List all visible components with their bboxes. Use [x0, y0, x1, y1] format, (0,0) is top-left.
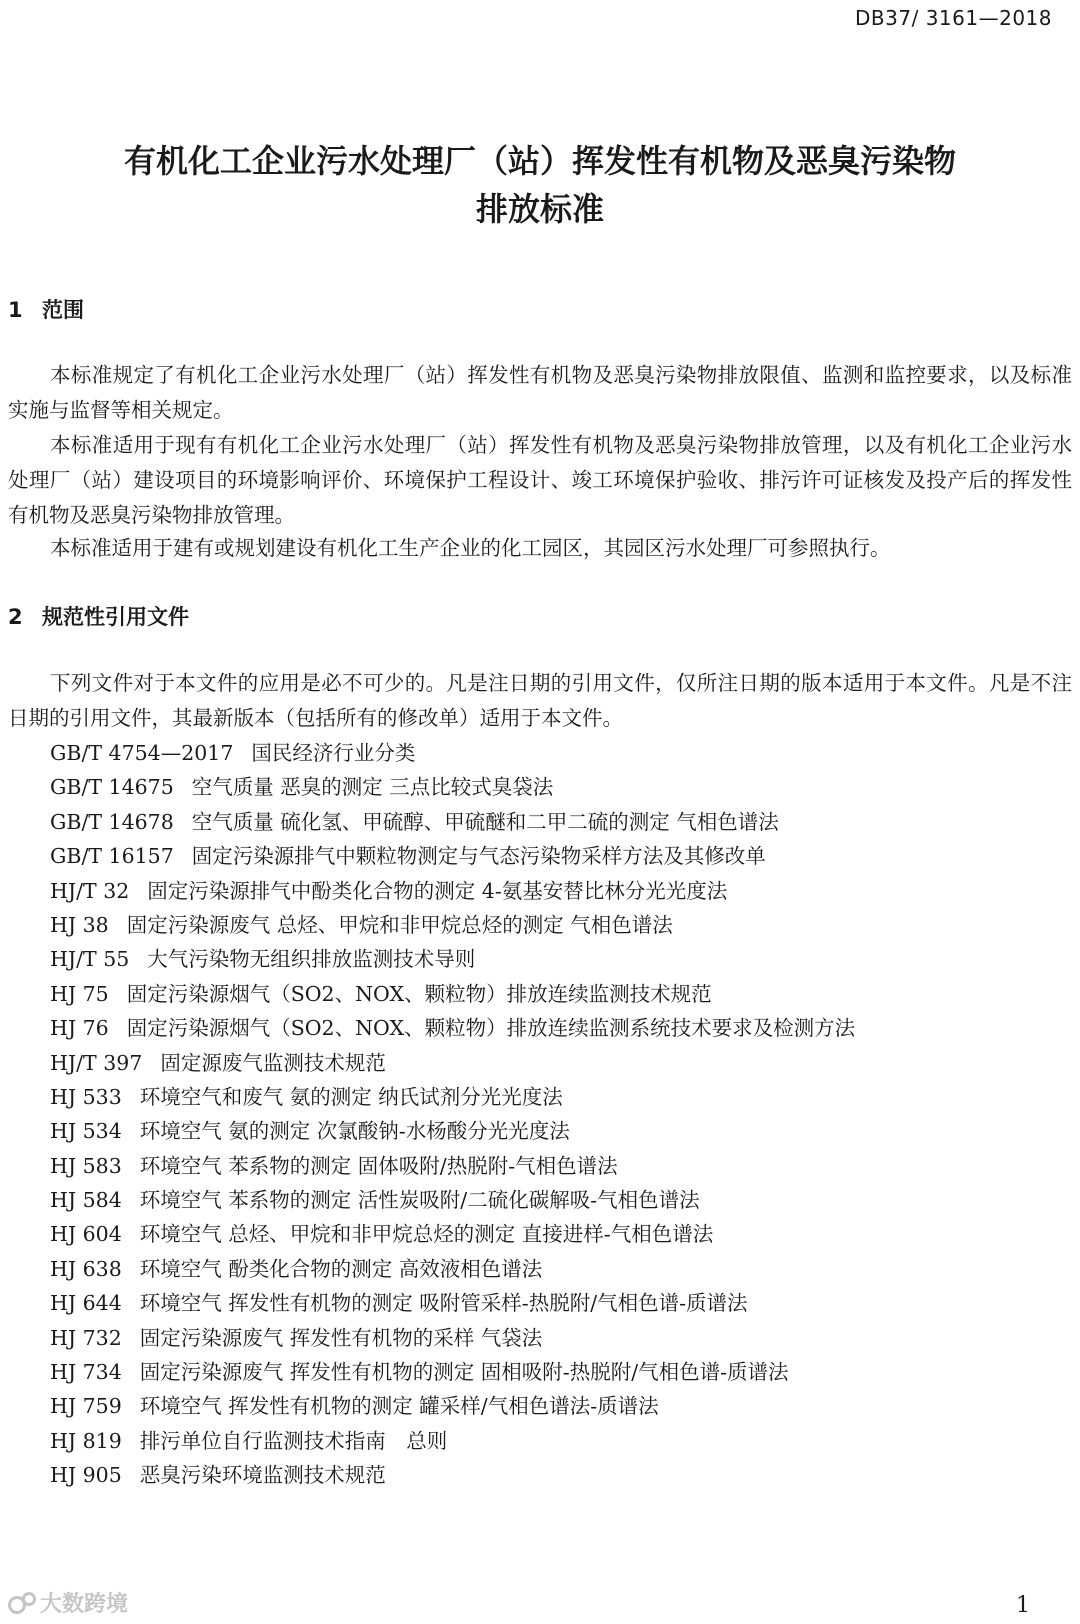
section-1-paragraph-3: 本标准适用于建有或规划建设有机化工生产企业的化工园区，其园区污水处理厂可参照执行。	[50, 536, 891, 560]
reference-code: HJ 534	[50, 1119, 122, 1144]
document-title	[0, 137, 1080, 233]
reference-item	[50, 805, 855, 839]
section-2-intro: 下列文件对于本文件的应用是必不可少的。凡是注日期的引用文件，仅所注日期的版本适用于本文件。凡是不注日期的引用文件，其最新版本（包括所有的修改单）适用于本文件。	[8, 671, 1072, 730]
reference-code: HJ 75	[50, 981, 109, 1006]
reference-title: 国民经济行业分类	[251, 741, 416, 765]
section-1-number: 1	[8, 298, 23, 322]
reference-title: 环境空气 挥发性有机物的测定 罐采样/气相色谱法-质谱法	[139, 1394, 659, 1419]
reference-title: 空气质量 恶臭的测定 三点比较式臭袋法	[191, 775, 554, 800]
reference-item	[50, 874, 855, 908]
reference-code: HJ 734	[50, 1360, 122, 1385]
reference-item	[50, 1458, 855, 1492]
reference-item	[50, 1252, 855, 1286]
reference-code: GB/T 14678	[50, 809, 174, 834]
reference-title: 环境空气 挥发性有机物的测定 吸附管采样-热脱附/气相色谱-质谱法	[139, 1291, 748, 1316]
reference-code: HJ/T 55	[50, 947, 130, 972]
reference-title: 大气污染物无组织排放监测技术导则	[147, 947, 476, 972]
section-1-heading	[8, 294, 84, 324]
reference-item	[50, 1424, 855, 1458]
reference-title: 固定污染源烟气（SO2、NOX、颗粒物）排放连续监测技术规范	[126, 981, 712, 1006]
reference-item	[50, 942, 855, 976]
watermark	[8, 1587, 128, 1618]
reference-item	[50, 1114, 855, 1148]
title-line-1: 有机化工企业污水处理厂（站）挥发性有机物及恶臭污染物	[123, 142, 956, 180]
reference-code: HJ 644	[50, 1291, 122, 1316]
reference-title: 环境空气 苯系物的测定 固体吸附/热脱附-气相色谱法	[139, 1153, 618, 1178]
reference-item	[50, 770, 855, 804]
reference-title: 固定源废气监测技术规范	[160, 1050, 386, 1075]
reference-title: 环境空气 苯系物的测定 活性炭吸附/二硫化碳解吸-气相色谱法	[139, 1188, 700, 1213]
reference-code: GB/T 14675	[50, 775, 174, 800]
reference-item	[50, 1149, 855, 1183]
reference-code: HJ 38	[50, 912, 109, 937]
section-1-title: 范围	[42, 298, 84, 322]
reference-title: 恶臭污染环境监测技术规范	[139, 1463, 386, 1488]
reference-code: HJ 584	[50, 1188, 122, 1213]
reference-code: HJ/T 397	[50, 1050, 143, 1075]
reference-code: HJ 638	[50, 1256, 122, 1281]
reference-title: 固定污染源排气中酚类化合物的测定 4-氨基安替比林分光光度法	[147, 878, 728, 903]
reference-item	[50, 1355, 855, 1389]
reference-code: HJ/T 32	[50, 878, 130, 903]
reference-code: HJ 583	[50, 1153, 122, 1178]
reference-title: 环境空气 酚类化合物的测定 高效液相色谱法	[139, 1256, 543, 1281]
reference-code: HJ 905	[50, 1463, 122, 1488]
reference-title: 固定污染源废气 总烃、甲烷和非甲烷总烃的测定 气相色谱法	[126, 912, 673, 937]
section-2-title: 规范性引用文件	[42, 605, 189, 629]
reference-item	[50, 1011, 855, 1045]
reference-item	[50, 839, 855, 873]
document-code: DB37/ 3161—2018	[855, 6, 1052, 30]
section-2-number: 2	[8, 605, 23, 629]
reference-code: HJ 604	[50, 1222, 122, 1247]
reference-code: HJ 759	[50, 1394, 122, 1419]
reference-item	[50, 1286, 855, 1320]
section-2-heading	[8, 601, 189, 631]
reference-title: 环境空气 氨的测定 次氯酸钠-水杨酸分光光度法	[139, 1119, 570, 1144]
watermark-text: 大数跨境	[40, 1592, 129, 1617]
reference-code: HJ 533	[50, 1084, 122, 1109]
reference-title: 固定污染源烟气（SO2、NOX、颗粒物）排放连续监测系统技术要求及检测方法	[126, 1016, 856, 1041]
reference-item	[50, 908, 855, 942]
section-1-paragraph-1: 本标准规定了有机化工企业污水处理厂（站）挥发性有机物及恶臭污染物排放限值、监测和监控要求，以及标准实施与监督等相关规定。	[8, 363, 1072, 422]
section-1-paragraph-2: 本标准适用于现有有机化工企业污水处理厂（站）挥发性有机物及恶臭污染物排放管理，以及有机化工企业污水处理厂（站）建设项目的环境影响评价、环境保护工程设计、竣工环境保护验收、排污许可证核发及投产后的挥发性有机物及恶臭污染物排放管理。	[8, 433, 1072, 527]
reference-item	[50, 1321, 855, 1355]
reference-code: HJ 732	[50, 1325, 122, 1350]
page-number: 1	[1016, 1593, 1030, 1618]
reference-item	[50, 736, 855, 770]
reference-title: 空气质量 硫化氢、甲硫醇、甲硫醚和二甲二硫的测定 气相色谱法	[191, 809, 779, 834]
reference-code: GB/T 4754—2017	[50, 741, 234, 765]
reference-code: GB/T 16157	[50, 844, 174, 869]
reference-code: HJ 76	[50, 1016, 109, 1041]
reference-title: 固定污染源废气 挥发性有机物的采样 气袋法	[139, 1325, 543, 1350]
reference-code: HJ 819	[50, 1428, 122, 1453]
reference-item	[50, 977, 855, 1011]
reference-title: 环境空气 总烃、甲烷和非甲烷总烃的测定 直接进样-气相色谱法	[139, 1222, 714, 1247]
reference-item	[50, 1046, 855, 1080]
reference-item	[50, 1183, 855, 1217]
reference-item	[50, 1217, 855, 1251]
reference-title: 环境空气和废气 氨的测定 纳氏试剂分光光度法	[139, 1084, 563, 1109]
logo-icon	[8, 1592, 36, 1614]
title-line-2: 排放标准	[475, 190, 604, 228]
reference-item	[50, 1389, 855, 1423]
reference-title: 固定污染源废气 挥发性有机物的测定 固相吸附-热脱附/气相色谱-质谱法	[139, 1360, 789, 1385]
reference-item	[50, 1080, 855, 1114]
reference-title: 固定污染源排气中颗粒物测定与气态污染物采样方法及其修改单	[191, 844, 766, 869]
reference-title: 排污单位自行监测技术指南 总则	[139, 1428, 448, 1453]
reference-list	[50, 736, 855, 1493]
